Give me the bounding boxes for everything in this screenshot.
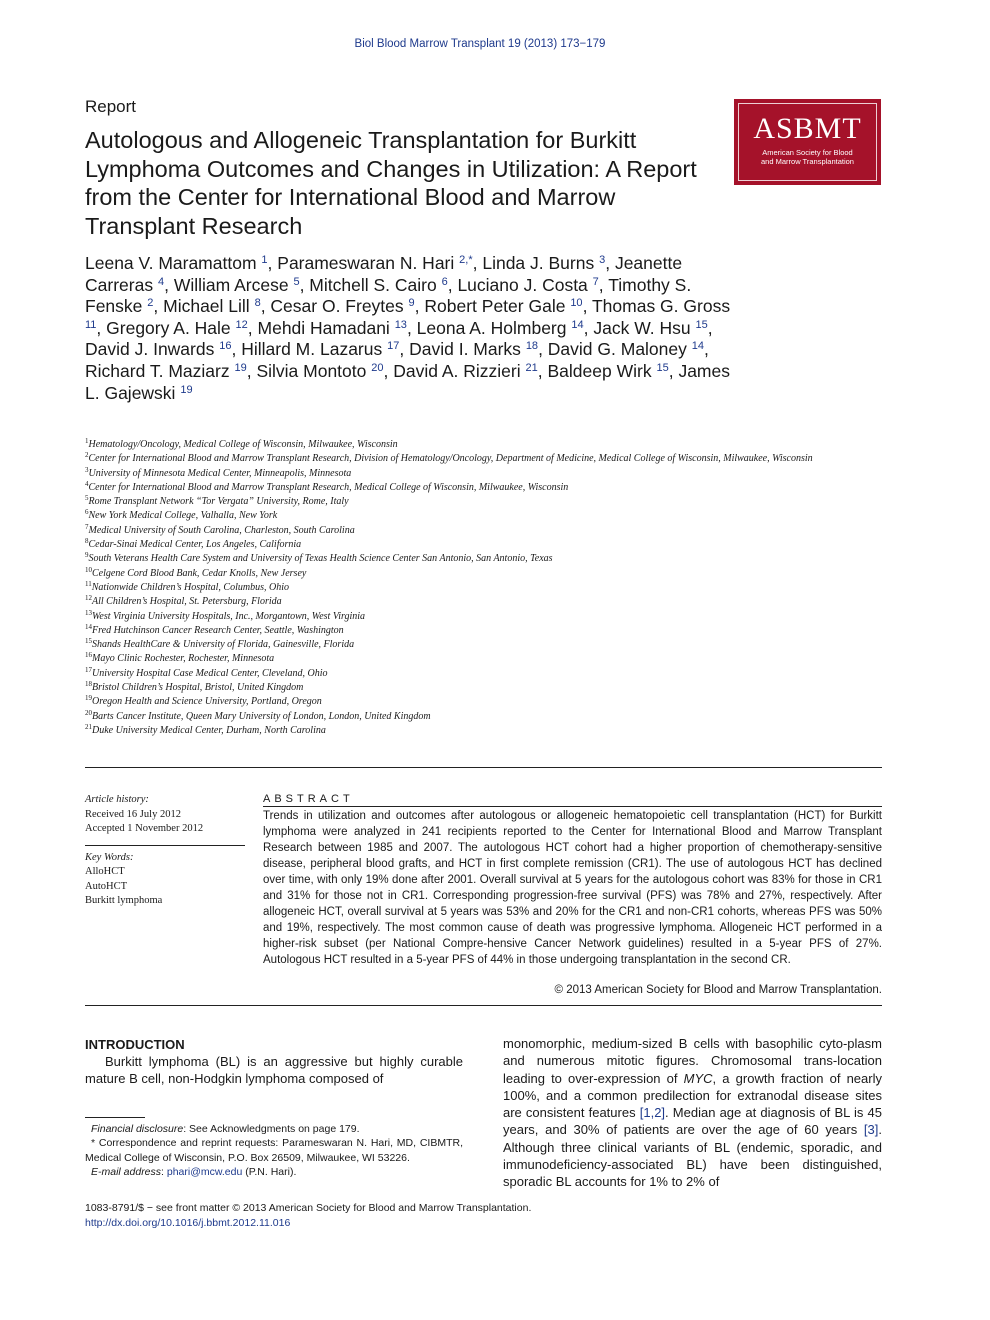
intro-text-segment: , a growth fraction of nearly 100%, and a common predilection for extranodal disease sites are consistent features [503, 1070, 882, 1121]
author[interactable] [258, 318, 407, 338]
affiliation [85, 524, 885, 538]
author[interactable] [393, 361, 538, 381]
affiliation-marker[interactable]: 10 [570, 297, 583, 310]
affiliation-number: 12 [85, 594, 92, 603]
affiliation [85, 695, 885, 709]
affiliation-number: 7 [85, 522, 89, 531]
financial-disclosure [85, 1122, 463, 1136]
affiliation-marker[interactable]: 16 [219, 340, 232, 353]
affiliation-number: 19 [85, 694, 92, 703]
affiliation-text: Mayo Clinic Rochester, Rochester, Minnesota [92, 653, 275, 665]
accepted-date: Accepted 1 November 2012 [85, 823, 204, 834]
affiliation-marker[interactable]: 6 [441, 275, 448, 288]
doi-link[interactable]: http://dx.doi.org/10.1016/j.bbmt.2012.11.016 [85, 1216, 291, 1229]
affiliation-number: 9 [85, 551, 89, 560]
affiliation-marker[interactable]: 4 [157, 275, 165, 288]
affiliation-marker[interactable]: 7 [592, 275, 599, 288]
affiliation-marker[interactable]: 9 [408, 297, 415, 310]
author[interactable] [548, 361, 669, 381]
logo-mark: ASBMT [753, 112, 862, 145]
affiliation-number: 15 [85, 637, 92, 646]
author[interactable] [270, 296, 414, 316]
affiliation-number: 2 [85, 451, 89, 460]
keyword: Burkitt lymphoma [85, 895, 163, 906]
author[interactable] [457, 275, 598, 295]
affiliation [85, 667, 885, 681]
author-name: Leona A. Holmberg [416, 317, 567, 338]
affiliation-marker[interactable]: 2,* [459, 254, 473, 266]
author-name: David J. Inwards [85, 339, 215, 360]
affiliation [85, 452, 885, 466]
affiliation-text: Shands HealthCare & University of Florida, Gainesville, Florida [92, 639, 355, 651]
author[interactable] [417, 318, 584, 338]
affiliation [85, 567, 885, 581]
logo-subtitle-line1: American Society for Blood [762, 148, 853, 157]
affiliation-text: Center for International Blood and Marrow Transplant Research, Division of Hematology/Oncology, Department of Medicine, Medical College of Wisconsin, Milwaukee, Wisconsin [88, 453, 813, 465]
affiliation-number: 17 [85, 665, 92, 674]
affiliation [85, 710, 885, 724]
affiliation-marker[interactable]: 12 [235, 318, 248, 331]
affiliation-marker[interactable]: 19 [180, 383, 193, 396]
affiliation [85, 595, 885, 609]
affiliation-marker[interactable]: 19 [234, 361, 247, 374]
affiliation-text: Nationwide Children’s Hospital, Columbus, Ohio [91, 581, 289, 593]
author-name: Mitchell S. Cairo [309, 274, 437, 295]
affiliation-text: Hematology/Oncology, Medical College of Wisconsin, Milwaukee, Wisconsin [88, 439, 398, 450]
affiliation [85, 467, 885, 481]
affiliation-marker[interactable]: 13 [394, 318, 407, 331]
author-name: Gregory A. Hale [106, 317, 231, 338]
affiliation-text: University of Minnesota Medical Center, Minneapolis, Minnesota [88, 467, 352, 479]
received-date: Received 16 July 2012 [85, 808, 181, 820]
affiliation [85, 638, 885, 652]
affiliation-text: Fred Hutchinson Cancer Research Center, Seattle, Washington [92, 624, 344, 636]
author[interactable] [548, 339, 704, 359]
affiliation [85, 610, 885, 624]
affiliation [85, 509, 885, 523]
affiliation-text: South Veterans Health Care System and University of Texas Health Science Center San Antonio, San Antonio, Texas [88, 553, 553, 565]
logo-frame [738, 103, 877, 181]
asbmt-logo [734, 99, 881, 185]
affiliation-marker[interactable]: 14 [691, 340, 705, 353]
introduction-text-left: Burkitt lymphoma (BL) is an aggressive but highly curable mature B cell, non-Hodgkin lymphoma composed of [85, 1054, 463, 1087]
affiliation-marker[interactable]: 18 [525, 340, 539, 353]
author[interactable] [241, 339, 399, 359]
author[interactable] [174, 275, 300, 295]
affiliation-marker[interactable]: 20 [371, 361, 384, 374]
affiliation-text: Medical University of South Carolina, Charleston, South Carolina [88, 524, 355, 536]
history-heading: Article history: [85, 794, 149, 805]
affiliation-number: 11 [85, 579, 92, 588]
footnote-label: Financial disclosure [91, 1123, 184, 1135]
issn-line: 1083-8791/$ − see front matter © 2013 American Society for Blood and Marrow Transplantation. [85, 1202, 532, 1214]
intro-text-segment: . Although three clinical variants of BL (endemic, sporadic, and immunodeficiency-associated BL) have been distinguished, sporadic BL accounts for 1% to 2% of [503, 1122, 882, 1190]
gene-name: MYC [683, 1070, 713, 1086]
affiliation-marker[interactable]: 5 [293, 275, 300, 288]
affiliation [85, 724, 885, 738]
author[interactable] [85, 339, 231, 359]
article-meta-footer [85, 1201, 785, 1230]
author-name: Timothy S. Fenske [85, 274, 692, 317]
author-name: Leena V. Maramattom [85, 253, 257, 273]
author-name: Jack W. Hsu [593, 317, 691, 338]
affiliation-text: Center for International Blood and Marrow Transplant Research, Medical College of Wisconsin, Milwaukee, Wisconsin [88, 481, 569, 493]
author-name: James L. Gajewski [85, 360, 730, 403]
affiliation [85, 495, 885, 509]
author[interactable] [482, 253, 605, 273]
divider [85, 845, 245, 846]
footnote-text: : See Acknowledgments on page 179. [183, 1123, 360, 1135]
author[interactable] [85, 253, 268, 273]
affiliation-text: New York Medical College, Valhalla, New York [88, 510, 278, 522]
footnote-divider [85, 1117, 145, 1118]
author[interactable] [424, 296, 582, 316]
intro-text-segment: . Median age at diagnosis of BL is 45 years, and 30% of patients are over the age of 60 years [503, 1105, 882, 1138]
affiliation-text: Rome Transplant Network “Tor Vergata” University, Rome, Italy [88, 496, 349, 508]
author-name: Mehdi Hamadani [257, 317, 390, 338]
author-name: Parameswaran N. Hari [277, 253, 455, 273]
affiliation-number: 10 [85, 565, 92, 574]
author[interactable] [256, 361, 383, 381]
affiliation-marker[interactable]: 3 [599, 254, 606, 266]
affiliation-number: 4 [85, 479, 89, 488]
author[interactable] [409, 339, 538, 359]
affiliation-marker[interactable]: 11 [85, 318, 97, 331]
author-list: Leena V. Maramattom $^1$, Parameswaran N. Hari $^{2,*}$, Linda J. Burns $^3$, Jeanette Carreras $^4$, William Arcese $^5$, Mitchell S. Cairo $^6$, Luciano J. Costa $^7$, Timothy S. Fenske $^2$, Michael Lill $^8$, Cesar O. Freytes $^9$, Robert Peter Gale $^{10}$, Thomas G. Gross $^{11}$, Gregory A. Hale $^{12}$, Mehdi Hamadani $^{13}$, Leona A. Holmberg $^{14}$, Jack W. Hsu $^{15}$, David J. Inwards $^{16}$, Hillard M. Lazarus $^{17}$, David I. Marks $^{18}$, David G. Maloney $^{14}$, Richard T. Maziarz $^{19}$, Silvia Montoto $^{20}$, David A. Rizzieri $^{21}$, Baldeep Wirk $^{15}$, James L. Gajewski $^{19}$ [85, 253, 731, 403]
introduction-text-right [503, 1035, 882, 1191]
affiliation-number: 21 [85, 722, 92, 731]
logo-subtitle [739, 148, 876, 166]
author-name: David G. Maloney [547, 339, 687, 360]
footnote-label: E-mail address [91, 1165, 162, 1178]
author-name: Baldeep Wirk [547, 360, 652, 381]
author[interactable] [277, 253, 472, 273]
email-link[interactable]: phari@mcw.edu [166, 1165, 243, 1178]
author-name: David I. Marks [409, 339, 521, 360]
affiliation-marker[interactable]: 15 [695, 318, 708, 331]
introduction-heading: INTRODUCTION [85, 1037, 185, 1052]
affiliation-text: Bristol Children’s Hospital, Bristol, United Kingdom [92, 682, 304, 694]
author-name: Richard T. Maziarz [85, 360, 230, 381]
author-name: Luciano J. Costa [457, 274, 588, 295]
author[interactable] [85, 361, 247, 381]
affiliation-text: University Hospital Case Medical Center, Cleveland, Ohio [92, 667, 328, 679]
affiliation-marker[interactable]: 17 [387, 340, 400, 353]
affiliation-number: 1 [85, 437, 89, 445]
article-section-label: Report [85, 97, 137, 116]
affiliation [85, 538, 885, 552]
journal-reference[interactable]: Biol Blood Marrow Transplant 19 (2013) 173−179 [354, 38, 606, 50]
affiliation-marker[interactable]: 14 [571, 318, 584, 331]
correspondence-note: * Correspondence and reprint requests: Parameswaran N. Hari, MD, CIBMTR, Medical College of Wisconsin, P.O. Box 26509, Milwaukee, WI 53226. [85, 1137, 463, 1164]
affiliation-number: 18 [85, 680, 92, 689]
author[interactable] [309, 275, 447, 295]
author[interactable] [593, 318, 707, 338]
affiliation-marker[interactable]: 21 [525, 361, 538, 374]
affiliation-number: 13 [85, 608, 92, 617]
reference-link[interactable]: [1,2] [639, 1105, 666, 1121]
affiliation-text: Duke University Medical Center, Durham, North Carolina [92, 724, 326, 736]
divider [85, 1005, 882, 1006]
affiliation [85, 652, 885, 666]
affiliation [85, 624, 885, 638]
affiliation [85, 552, 885, 566]
author-name: David A. Rizzieri [393, 360, 521, 381]
affiliation-text: Celgene Cord Blood Bank, Cedar Knolls, New Jersey [92, 567, 307, 579]
author-name: Robert Peter Gale [424, 296, 566, 317]
reference-link[interactable]: [3] [863, 1122, 879, 1138]
author-name: Cesar O. Freytes [270, 296, 404, 317]
affiliation-text: Oregon Health and Science University, Portland, Oregon [92, 696, 322, 708]
affiliation-text: Cedar-Sinai Medical Center, Los Angeles, California [88, 539, 302, 551]
affiliation [85, 438, 885, 452]
affiliation-marker[interactable]: 1 [261, 254, 268, 266]
abstract-heading: ABSTRACT [263, 793, 354, 805]
affiliation-number: 8 [85, 537, 89, 546]
intro-text-segment: monomorphic, medium-sized B cells with basophilic cyto-plasm and numerous mitotic figures. Chromosomal trans-location leading to over-expression of [503, 1036, 882, 1086]
logo-subtitle-line2: and Marrow Transplantation [761, 157, 854, 166]
abstract-copyright: © 2013 American Society for Blood and Marrow Transplantation. [554, 984, 882, 996]
article-info [85, 793, 245, 909]
affiliation-number: 5 [85, 494, 89, 503]
author-name: William Arcese [173, 274, 289, 295]
author[interactable] [106, 318, 248, 338]
affiliation-marker[interactable]: 2 [147, 297, 154, 310]
affiliation [85, 681, 885, 695]
footnotes [85, 1122, 463, 1179]
affiliation-marker[interactable]: 8 [254, 297, 261, 310]
affiliation-marker[interactable]: 15 [656, 361, 669, 374]
affiliation-number: 3 [85, 465, 89, 474]
abstract-text: Trends in utilization and outcomes after autologous or allogeneic hematopoietic cell transplantation (HCT) for Burkitt lymphoma were analyzed in 241 recipients reported to the Center for International Blood and Marrow Transplant Research between 1985 and 2007. The autologous HCT cohort had a higher proportion of chemotherapy-sensitive disease, peripheral blood grafts, and HCT in first complete remission (CR1). The use of autologous HCT has declined over time, with only 19% done after 2001. Overall survival at 5 years for the autologous cohort was 83% for those in CR1 and 31% for those not in CR1. Corresponding progression-free survival (PFS) was 78% and 27%, respectively. After allogeneic HCT, overall survival at 5 years was 53% and 20% for the CR1 and non-CR1 cohorts, whereas PFS was 50% and 19%, respectively. The most common cause of death was progressive lymphoma. Allogeneic HCT performed in a higher-risk subset (per National Compre-hensive Cancer Network guidelines) resulted in a 5-year PFS of 27%. Autologous HCT resulted in a 5-year PFS of 44% in those undergoing transplantation in the second CR. [263, 810, 882, 966]
divider [263, 806, 882, 807]
affiliation [85, 481, 885, 495]
affiliation-number: 14 [85, 622, 92, 631]
affiliation-number: 16 [85, 651, 92, 660]
affiliation-text: West Virginia University Hospitals, Inc., Morgantown, West Virginia [92, 610, 366, 622]
author-name: Thomas G. Gross [591, 296, 731, 317]
footnote-text: (P.N. Hari). [242, 1165, 297, 1178]
keyword: AlloHCT [85, 866, 125, 877]
affiliation-number: 6 [85, 508, 89, 517]
affiliation-number: 20 [85, 708, 92, 717]
author-name: Jeanette Carreras [85, 253, 683, 295]
affiliation [85, 581, 885, 595]
divider [85, 767, 882, 768]
article-title: Autologous and Allogeneic Transplantation for Burkitt Lymphoma Outcomes and Changes in Utilization: A Report from the Center for International Blood and Marrow Transplant Research [85, 127, 697, 239]
author-name: Linda J. Burns [482, 253, 595, 273]
author[interactable] [163, 296, 261, 316]
footnote-text: : [161, 1165, 167, 1178]
email-note [85, 1165, 463, 1179]
keywords-heading: Key Words: [85, 851, 134, 863]
affiliation-text: All Children’s Hospital, St. Petersburg, Florida [92, 596, 282, 608]
author-name: Hillard M. Lazarus [241, 339, 383, 360]
keyword: AutoHCT [85, 880, 127, 892]
affiliation-list [85, 438, 885, 738]
author-name: Silvia Montoto [256, 360, 367, 381]
affiliation-text: Barts Cancer Institute, Queen Mary University of London, London, United Kingdom [92, 710, 431, 722]
author-name: Michael Lill [163, 296, 250, 317]
